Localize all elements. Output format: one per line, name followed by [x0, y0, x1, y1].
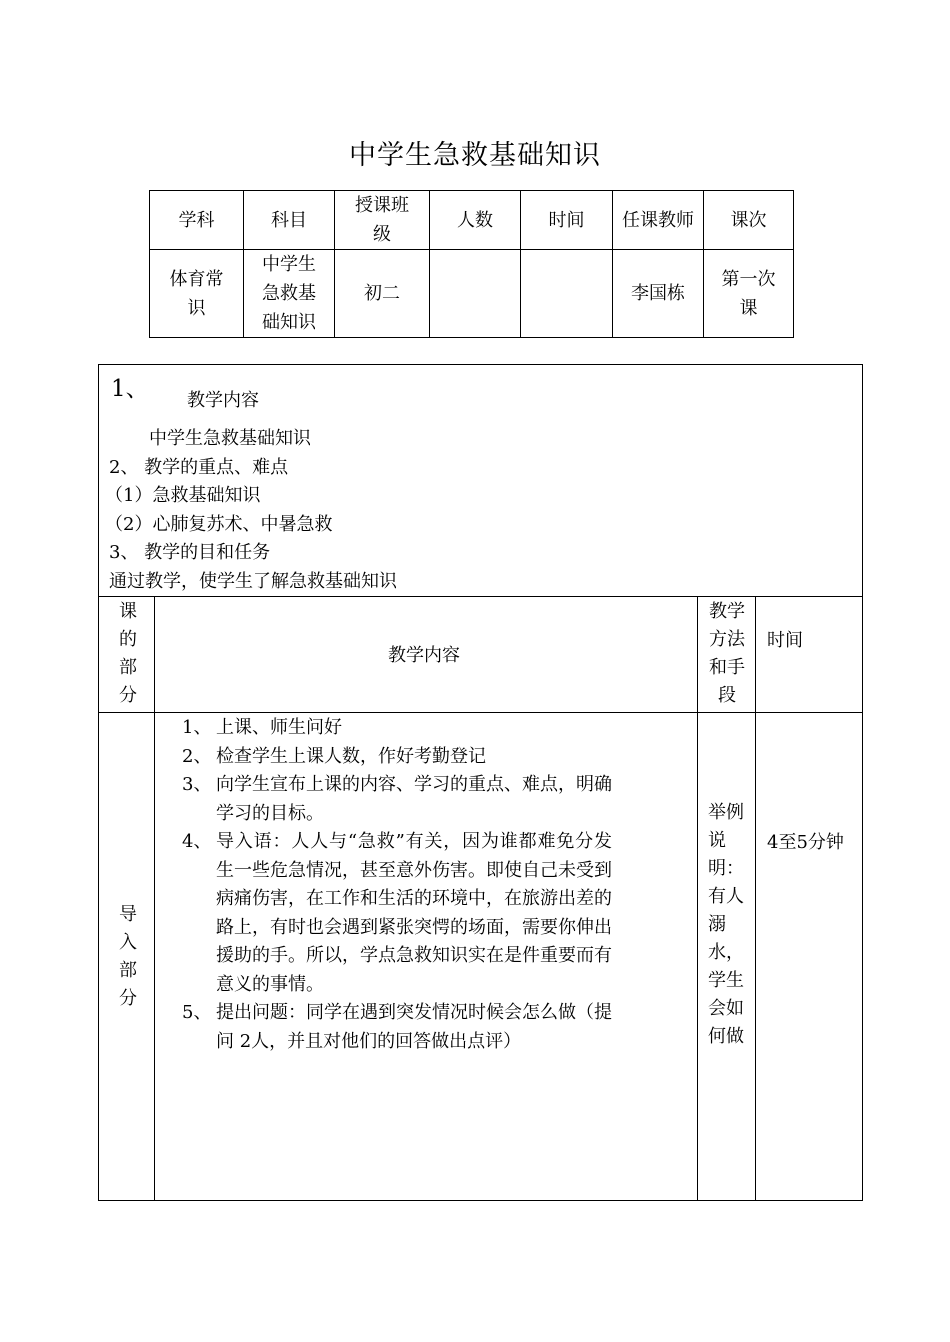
list-item [182, 714, 612, 743]
list-item-text: 导入语：人人与“急救”有关，因为谁都难免分发生一些危急情况，甚至意外伤害。即使自己未受到病痛伤害，在工作和生活的环境中，在旅游出差的路上，有时也会遇到紧张突愕的场面，需要你伸出援助的手。所以，学点急救知识实在是件重要而有意义的事情。 [216, 831, 612, 995]
info-header-cell: 时间 [521, 191, 613, 250]
lesson-plan-box [98, 364, 863, 1201]
column-divider [154, 596, 155, 1201]
list-item-text: 提出问题：同学在遇到突发情况时候会怎么做（提问 2人，并且对他们的回答做出点评） [216, 1002, 612, 1052]
info-table [149, 190, 794, 338]
info-data-cell: 初二 [335, 250, 430, 338]
info-data-row [150, 250, 794, 338]
info-header-row [150, 191, 794, 250]
info-data-cell: 第一次课 [704, 250, 794, 338]
list-item-number: 3、 [182, 774, 212, 795]
section2-item: （1）急救基础知识 [105, 485, 261, 506]
list-item-text: 检查学生上课人数，作好考勤登记 [216, 745, 486, 767]
document-title: 中学生急救基础知识 [349, 140, 601, 171]
info-header-cell: 学科 [150, 191, 244, 250]
section2-item: （2）心肺复苏术、中暑急救 [105, 514, 333, 535]
info-header-cell: 课次 [704, 191, 794, 250]
info-header-cell: 科目 [244, 191, 335, 250]
header-content: 教学内容 [388, 645, 460, 666]
list-item-number: 1、 [182, 717, 212, 738]
row-divider [99, 596, 862, 597]
list-item [182, 771, 612, 828]
list-item-number: 4、 [182, 831, 212, 852]
list-item-number: 2、 [182, 745, 212, 767]
info-data-cell: 中学生急救基础知识 [244, 250, 335, 338]
list-item [182, 743, 612, 772]
method-text: 举例说明：有人溺水，学生会如何做 [708, 802, 744, 1047]
section3-title: 3、 教学的目和任务 [109, 542, 271, 563]
info-data-cell: 李国栋 [613, 250, 704, 338]
header-method: 教学方法和手段 [709, 601, 745, 706]
list-item-text: 上课、师生问好 [216, 717, 342, 738]
list-item-number: 5、 [182, 1002, 212, 1023]
part-label: 导入部分 [119, 904, 137, 1009]
row-divider [99, 712, 862, 713]
column-divider [697, 596, 698, 1201]
section1-title: 教学内容 [187, 390, 259, 411]
section2-title: 2、 教学的重点、难点 [109, 457, 289, 478]
list-item [182, 999, 612, 1056]
section3-content: 通过教学，使学生了解急救基础知识 [109, 571, 397, 592]
content-list [182, 714, 612, 1056]
info-data-cell [521, 250, 613, 338]
list-item-text: 向学生宣布上课的内容、学习的重点、难点，明确学习的目标。 [216, 774, 612, 824]
info-data-cell: 体育常识 [150, 250, 244, 338]
section1-content: 中学生急救基础知识 [149, 428, 311, 449]
time-text: 4至5分钟 [767, 832, 844, 853]
info-data-cell [430, 250, 521, 338]
info-header-cell: 任课教师 [613, 191, 704, 250]
header-time: 时间 [767, 630, 803, 651]
info-header-cell: 授课班级 [335, 191, 430, 250]
column-divider [755, 596, 756, 1201]
header-part: 课的部分 [119, 601, 137, 706]
section1-number: 1、 [111, 376, 149, 402]
info-header-cell: 人数 [430, 191, 521, 250]
list-item [182, 828, 612, 999]
